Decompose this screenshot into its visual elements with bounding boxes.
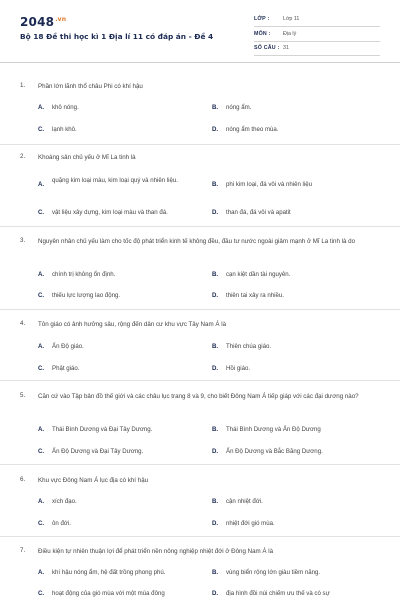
option-text: nhiệt đới gió mùa.	[226, 520, 275, 527]
option-text: khí hậu nóng ẩm, hệ đất trồng phong phú.	[52, 569, 166, 576]
option-key: C.	[38, 365, 45, 372]
option-text: khô nóng.	[52, 104, 79, 111]
option-text: nóng ẩm theo mùa.	[226, 126, 279, 133]
option-text: vật liệu xây dựng, kim loại màu và than đá.	[52, 209, 168, 216]
question-number: 7.	[20, 547, 26, 554]
question-number: 5.	[20, 392, 26, 399]
question-number: 6.	[20, 476, 26, 483]
meta-row-question-count	[254, 43, 380, 56]
option-text: thiếu lực lượng lao động.	[52, 292, 121, 299]
divider	[0, 309, 400, 310]
question-text: Căn cứ vào Tập bản đồ thế giới và các châu lục trang 8 và 9, cho biết Đông Nam Á tiếp giáp với các đại dương nào?	[38, 393, 359, 400]
option-text: xích đạo.	[52, 498, 77, 505]
question-text: Khu vực Đông Nam Á lục địa có khí hậu	[38, 477, 149, 484]
option-text: than đá, đá vôi và apatit	[226, 209, 291, 216]
question-text: Khoáng sản chủ yếu ở Mĩ La tinh là	[38, 154, 136, 161]
option-key: D.	[212, 365, 219, 372]
divider	[0, 380, 400, 381]
option-key: D.	[212, 209, 219, 216]
option-key: B.	[212, 569, 219, 576]
option-key: A.	[38, 569, 45, 576]
option-text: vùng biển rộng lớn giàu tiềm năng.	[226, 569, 321, 576]
option-text: Ấn Độ Dương và Bắc Băng Dương.	[226, 448, 323, 455]
question-number: 1.	[20, 82, 26, 89]
meta-label: SỐ CÂU :	[254, 45, 280, 51]
option-key: C.	[38, 448, 45, 455]
option-text: Thái Bình Dương và Đại Tây Dương.	[52, 426, 153, 433]
logo-tld: .vn	[55, 16, 67, 23]
meta-value: 31	[283, 45, 289, 51]
option-text: chính trị không ổn định.	[52, 271, 116, 278]
question-text: Điều kiện tự nhiên thuận lợi để phát triển nền nông nghiệp nhiệt đới ở Đông Nam Á là	[38, 548, 274, 555]
meta-label: MÔN :	[254, 31, 271, 37]
option-key: C.	[38, 520, 45, 527]
question-text: Phần lớn lãnh thổ châu Phi có khí hậu	[38, 83, 143, 90]
option-text: phi kim loại, đá vôi và nhiên liệu	[226, 181, 313, 188]
option-text: nóng ẩm.	[226, 104, 252, 111]
question-number: 3.	[20, 237, 26, 244]
option-text: quặng kim loại màu, kim loại quý và nhiên liệu.	[52, 177, 179, 184]
option-key: A.	[38, 271, 45, 278]
question-text: Nguyên nhân chủ yếu làm cho tốc độ phát triển kinh tế không đều, đầu tư nước ngoài giảm mạnh ở Mĩ La tinh là do	[38, 238, 356, 245]
option-key: C.	[38, 209, 45, 216]
option-key: A.	[38, 104, 45, 111]
option-text: Ấn Độ Dương và Đại Tây Dương.	[52, 448, 144, 455]
option-key: D.	[212, 520, 219, 527]
option-text: Thái Bình Dương và Ấn Độ Dương	[226, 426, 321, 433]
option-key: A.	[38, 181, 45, 188]
page-title: Bộ 18 Đề thi học kì 1 Địa lí 11 có đáp án - Đề 4	[20, 32, 214, 41]
option-text: Ấn Độ giáo.	[52, 343, 84, 350]
option-key: D.	[212, 590, 219, 597]
option-text: Phật giáo.	[52, 365, 80, 372]
option-key: B.	[212, 498, 219, 505]
meta-label: LỚP :	[254, 16, 270, 22]
option-key: C.	[38, 292, 45, 299]
option-text: Hồi giáo.	[226, 365, 251, 372]
divider	[0, 536, 400, 537]
option-key: C.	[38, 126, 45, 133]
question-number: 2.	[20, 153, 26, 160]
option-text: hoạt động của gió mùa với một mùa đông	[52, 590, 165, 597]
option-text: thiên tai xảy ra nhiều.	[226, 292, 284, 299]
option-key: B.	[212, 104, 219, 111]
option-key: B.	[212, 426, 219, 433]
option-key: A.	[38, 498, 45, 505]
option-text: cạn kiệt dần tài nguyên.	[226, 271, 291, 278]
option-key: A.	[38, 426, 45, 433]
option-text: cận nhiệt đới.	[226, 498, 263, 505]
divider	[0, 144, 400, 145]
question-number: 4.	[20, 320, 26, 327]
site-logo[interactable]	[20, 15, 66, 29]
option-key: B.	[212, 343, 219, 350]
meta-row-subject	[254, 29, 380, 42]
option-key: D.	[212, 448, 219, 455]
option-key: B.	[212, 271, 219, 278]
option-key: B.	[212, 181, 219, 188]
option-text: ôn đới.	[52, 520, 71, 527]
option-key: D.	[212, 126, 219, 133]
divider	[0, 464, 400, 465]
option-key: A.	[38, 343, 45, 350]
option-text: địa hình đồi núi chiếm ưu thế và có sự	[226, 590, 330, 597]
option-text: Thiên chúa giáo.	[226, 343, 272, 350]
option-text: lạnh khô.	[52, 126, 77, 133]
document-header	[0, 0, 400, 63]
meta-value: Địa lý	[283, 31, 297, 37]
meta-value: Lớp 11	[283, 16, 300, 22]
option-key: C.	[38, 590, 45, 597]
divider	[0, 226, 400, 227]
option-key: D.	[212, 292, 219, 299]
question-text: Tôn giáo có ảnh hưởng sâu, rộng đến dân cư khu vực Tây Nam Á là	[38, 321, 227, 328]
meta-row-class	[254, 14, 380, 27]
logo-text: 2048	[20, 15, 55, 29]
